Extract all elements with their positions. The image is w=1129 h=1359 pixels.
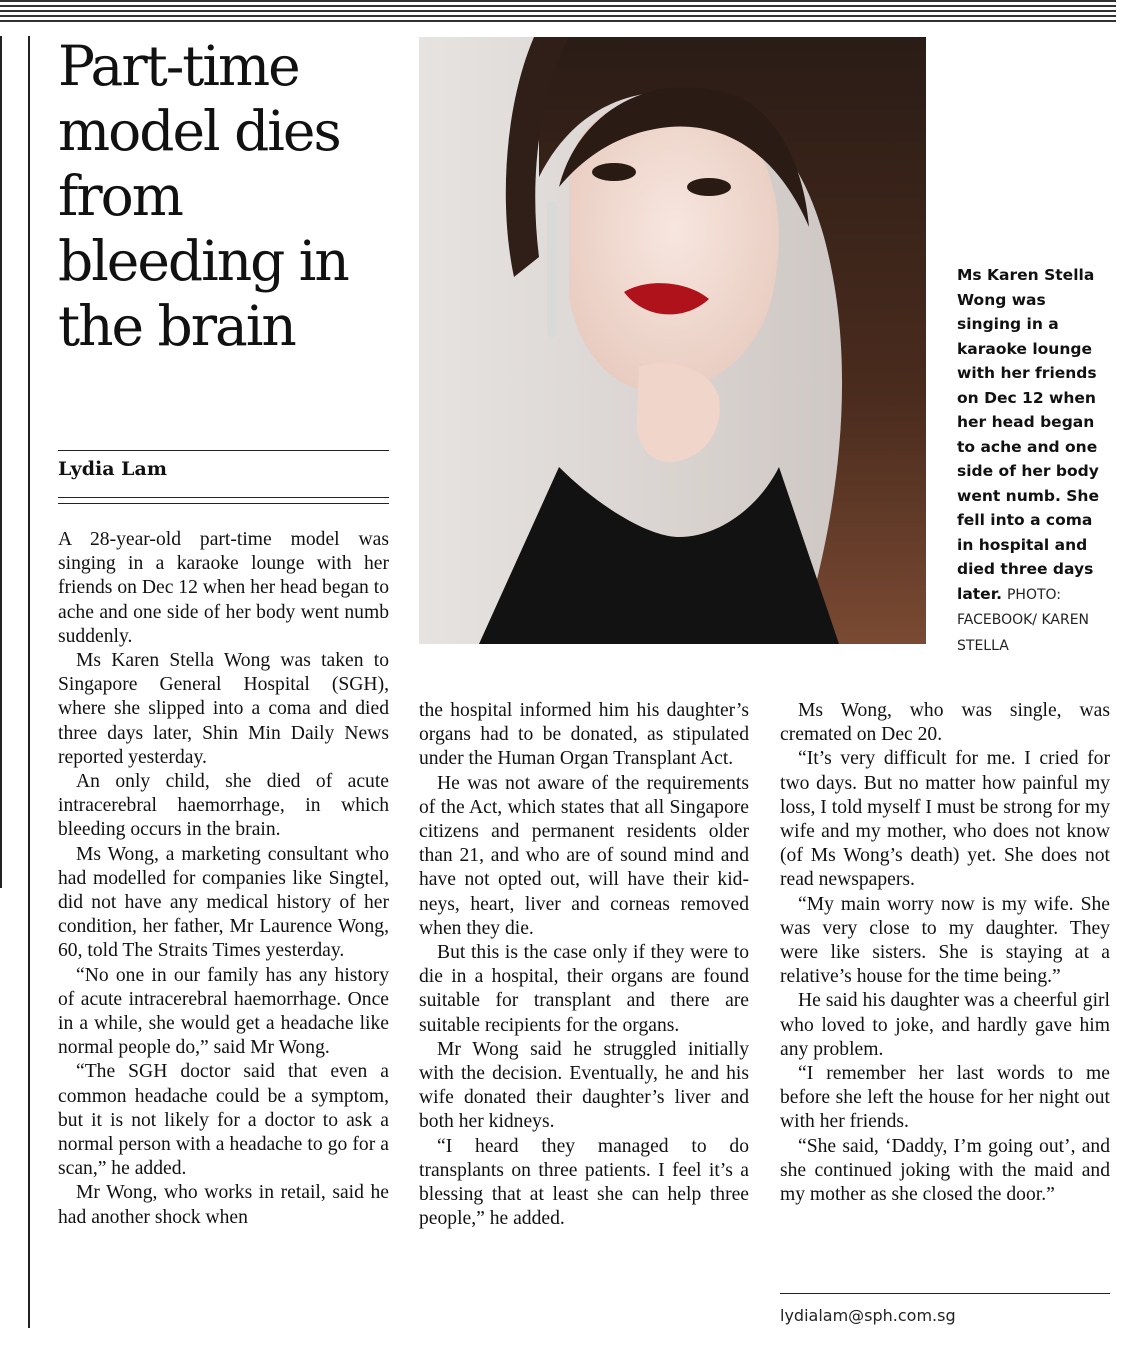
byline-divider-bottom-2 bbox=[58, 503, 389, 504]
paragraph: Ms Wong, who was single, was cremated on Dec 20. bbox=[780, 700, 1110, 746]
headline: Part-time model dies from bleeding in the brain bbox=[58, 34, 348, 358]
paragraph: He said his daughter was a cheerful girl who loved to joke, and hardly gave him any problem. bbox=[780, 990, 1110, 1060]
paragraph: A 28-year-old part-time model was singing in a karaoke lounge with her friends on Dec 12 when her head began to ache and one side of her body went numb suddenly. bbox=[58, 529, 389, 647]
paragraph: Ms Wong, a marketing consultant who had modelled for companies like Singtel, did not have any medical history of her condition, her father, Mr Laurence Wong, 60, told The Straits Times yesterday. bbox=[58, 843, 389, 962]
paragraph: “I heard they managed to do transplants on three patients. I feel it’s a blessing that at least she can help three people,” he added. bbox=[419, 1135, 749, 1230]
paragraph: “I remember her last words to me before she left the house for her night out with her friends. bbox=[780, 1063, 1110, 1133]
caption-text: Ms Karen Stella Wong was singing in a karaoke lounge with her friends on Dec 12 when her head began to ache and one side of her body went numb. She fell into a coma in hospital and died three days later. bbox=[957, 266, 1099, 603]
article-column-3 bbox=[780, 699, 1110, 1207]
paragraph: “My main worry now is my wife. She was very close to my daughter. They were like sisters. She is staying at a relative’s house for the time being.” bbox=[780, 893, 1110, 988]
author-email[interactable]: lydialam@sph.com.sg bbox=[780, 1306, 956, 1325]
paragraph: “She said, ‘Daddy, I’m going out’, and she continued joking with the maid and my mother as she closed the door.” bbox=[780, 1135, 1110, 1206]
left-margin-rule bbox=[0, 36, 2, 888]
paragraph: But this is the case only if they were to die in a hospital, their organs are found suitable for transplant and there are suitable recipients for the organs. bbox=[419, 942, 749, 1036]
byline: Lydia Lam bbox=[58, 458, 167, 480]
paragraph: He was not aware of the requirements of the Act, which states that all Singapore citizens and permanent residents older than 21, and who are of sound mind and have not opted out, will have their kidneys, heart, liver and corneas removed when they die. bbox=[419, 772, 749, 939]
paragraph: the hospital informed him his daughter’s organs had to be donated, as stipulated under the Human Organ Transplant Act. bbox=[419, 700, 749, 770]
paragraph: “The SGH doctor said that even a common headache could be a symptom, but it is not likely for a doctor to ask a normal person with a headache to go for a scan,” he added. bbox=[58, 1061, 389, 1180]
paragraph: An only child, she died of acute intracerebral haemorrhage, in which bleeding occurs in the brain. bbox=[58, 771, 389, 841]
article-column-2 bbox=[419, 699, 749, 1231]
article-photo bbox=[419, 37, 926, 644]
paragraph: “It’s very difficult for me. I cried for two days. But no matter how painful my loss, I told myself I must be strong for my wife and my mother, who does not know (of Ms Wong’s death) yet. She does not read newspapers. bbox=[780, 748, 1110, 891]
byline-divider-bottom bbox=[58, 497, 389, 498]
paragraph: “No one in our family has any history of acute intracerebral haemorrhage. Once in a while, she would get a headache like normal people do,” said Mr Wong. bbox=[58, 964, 389, 1059]
article-column-1 bbox=[58, 528, 389, 1230]
byline-divider-top bbox=[58, 450, 389, 451]
paragraph: Ms Karen Stella Wong was taken to Singapore General Hospital (SGH), where she slipped into a coma and died three days later, Shin Min Daily News reported yesterday. bbox=[58, 650, 389, 768]
left-column-rule bbox=[28, 36, 30, 1328]
email-divider bbox=[780, 1293, 1110, 1294]
paragraph: Mr Wong said he struggled initially with the decision. Eventually, he and his wife donated their daughter’s liver and both her kidneys. bbox=[419, 1038, 749, 1133]
photo-credit: PHOTO: FACEBOOK/ KAREN STELLA bbox=[957, 586, 1090, 654]
masthead-rules bbox=[0, 0, 1116, 26]
photo-caption bbox=[957, 263, 1107, 658]
paragraph: Mr Wong, who works in retail, said he had another shock when bbox=[58, 1182, 389, 1228]
